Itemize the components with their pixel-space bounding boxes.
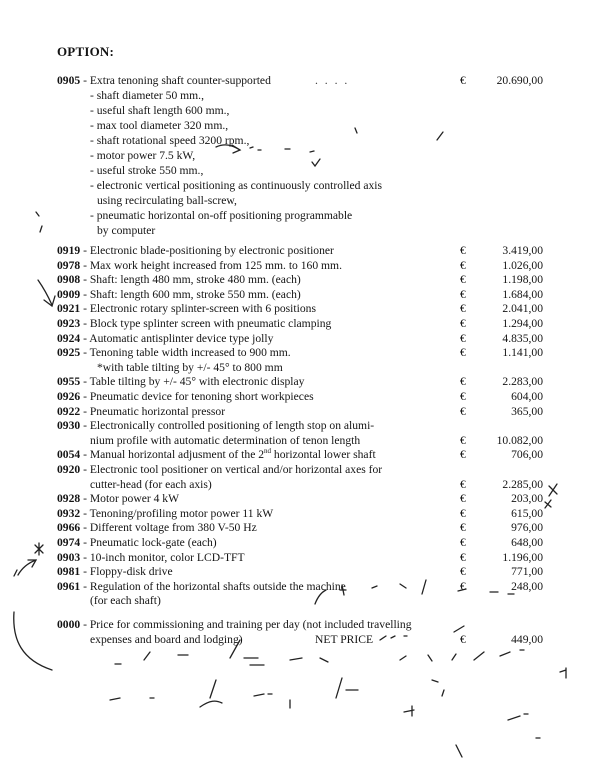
option-item-0928	[57, 491, 179, 506]
item-detail: - shaft rotational speed 3200 rpm.,	[90, 134, 250, 147]
item-code: 0000	[57, 618, 81, 631]
currency-symbol: €	[460, 492, 466, 506]
item-price: 3.419,00	[502, 244, 543, 257]
option-item-0908	[57, 272, 301, 287]
item-detail: using recirculating ball-screw,	[97, 194, 237, 207]
option-item-0905	[57, 73, 271, 88]
item-code: 0981	[57, 565, 81, 579]
item-price: 706,00	[511, 448, 543, 462]
item-description: - Regulation of the horizontal shafts outside the machine	[80, 579, 346, 593]
item-price: 1.196,00	[502, 550, 543, 564]
item-price: 1.198,00	[502, 273, 543, 287]
item-code: 0961	[57, 579, 81, 593]
net-price-label: NET PRICE	[315, 633, 374, 646]
item-price: 365,00	[511, 404, 543, 418]
currency-symbol: €	[460, 404, 466, 418]
item-code: 0955	[57, 375, 81, 389]
option-item-0919	[57, 243, 334, 258]
item-description: - Motor power 4 kW	[80, 492, 180, 506]
item-price: 2.285,00	[502, 477, 543, 491]
item-price: 2.283,00	[502, 375, 543, 389]
option-item-0966	[57, 520, 257, 535]
item-code: 0924	[57, 331, 81, 345]
item-description: - Electronic tool positioner on vertical and/or horizontal axes for	[80, 463, 383, 476]
option-item-0923	[57, 316, 331, 331]
item-continuation: expenses and board and lodging)	[90, 633, 243, 646]
item-code: 0919	[57, 244, 81, 257]
option-item-0925	[57, 345, 291, 360]
currency-symbol: €	[460, 273, 466, 287]
currency-symbol: €	[460, 477, 466, 491]
currency-symbol: €	[460, 536, 466, 549]
item-detail: - pneumatic horizontal on-off positioning programmable	[90, 209, 353, 222]
currency-symbol: €	[460, 433, 466, 447]
item-description: - Extra tenoning shaft counter-supported	[80, 74, 271, 87]
item-description: - Floppy-disk drive	[80, 565, 173, 579]
item-code: 0925	[57, 346, 81, 360]
item-description: - Shaft: length 480 mm, stroke 480 mm. (each)	[80, 273, 301, 287]
item-code: 0905	[57, 74, 81, 87]
item-description: - Block type splinter screen with pneumatic clamping	[80, 317, 332, 330]
item-price: 2.041,00	[502, 302, 543, 316]
item-price: 615,00	[511, 506, 543, 520]
item-code: 0974	[57, 536, 81, 549]
currency-symbol: €	[460, 448, 466, 462]
item-description: - Pneumatic horizontal pressor	[80, 404, 226, 418]
item-detail: - max tool diameter 320 mm.,	[90, 119, 229, 132]
item-code: 0903	[57, 550, 81, 564]
item-description: horizontal lower shaft	[271, 448, 376, 462]
item-code: 0932	[57, 506, 81, 520]
option-item-0926	[57, 389, 314, 404]
item-code: 0054	[57, 448, 81, 462]
item-description: - Shaft: length 600 mm, stroke 550 mm. (each)	[80, 287, 301, 301]
item-detail: - motor power 7.5 kW,	[90, 149, 196, 162]
item-price: 1.294,00	[502, 317, 543, 330]
item-description: - Pneumatic device for tenoning short workpieces	[80, 390, 314, 403]
item-price: 248,00	[511, 579, 543, 593]
item-price: 976,00	[511, 521, 543, 535]
option-item-0000	[57, 617, 412, 632]
item-price: 10.082,00	[496, 433, 543, 447]
item-description: - Electronic blade-positioning by electronic positioner	[80, 244, 334, 257]
option-item-0920	[57, 462, 382, 477]
item-description: - Price for commissioning and training per day (not included travelling	[80, 618, 412, 631]
currency-symbol: €	[460, 565, 466, 579]
currency-symbol: €	[460, 521, 466, 535]
option-heading: OPTION:	[57, 44, 115, 59]
option-item-0981	[57, 564, 173, 579]
item-code: 0909	[57, 287, 81, 301]
item-code: 0908	[57, 273, 81, 287]
currency-symbol: €	[460, 258, 466, 272]
currency-symbol: €	[460, 506, 466, 520]
item-price: 771,00	[511, 565, 543, 579]
option-item-0955	[57, 374, 304, 389]
item-description: - Table tilting by +/- 45° with electronic display	[80, 375, 305, 389]
item-price: 604,00	[511, 390, 543, 403]
currency-symbol: €	[460, 244, 466, 257]
currency-symbol: €	[460, 550, 466, 564]
item-price: 449,00	[511, 633, 543, 646]
item-description: - Different voltage from 380 V-50 Hz	[80, 521, 257, 535]
currency-symbol: €	[460, 579, 466, 593]
option-item-0974	[57, 535, 217, 550]
item-description: - Electronically controlled positioning of length stop on alumi-	[80, 419, 375, 433]
option-item-0922	[57, 404, 225, 419]
option-item-0930	[57, 418, 374, 433]
superscript: nd	[264, 447, 272, 456]
item-continuation: cutter-head (for each axis)	[90, 477, 212, 491]
item-code: 0930	[57, 419, 81, 433]
currency-symbol: €	[460, 302, 466, 316]
item-price: 20.690,00	[496, 74, 543, 87]
currency-symbol: €	[460, 287, 466, 301]
item-code: 0922	[57, 404, 81, 418]
currency-symbol: €	[460, 317, 466, 330]
item-description: - Max work height increased from 125 mm. to 160 mm.	[80, 258, 342, 272]
option-item-0932	[57, 506, 273, 521]
option-item-0978	[57, 258, 342, 273]
currency-symbol: €	[460, 74, 466, 87]
option-item-0924	[57, 331, 273, 346]
option-item-0921	[57, 301, 316, 316]
item-price: 4.835,00	[502, 331, 543, 345]
item-price: 1.141,00	[502, 346, 543, 360]
item-code: 0966	[57, 521, 81, 535]
option-item-0903	[57, 550, 245, 565]
item-code: 0928	[57, 492, 81, 506]
item-description: - Tenoning/profiling motor power 11 kW	[80, 506, 274, 520]
item-description: - Electronic rotary splinter-screen with 6 positions	[80, 302, 316, 316]
item-detail: - electronic vertical positioning as continuously controlled axis	[90, 179, 383, 192]
item-code: 0921	[57, 302, 81, 316]
option-item-0054	[57, 447, 376, 462]
item-code: 0926	[57, 390, 81, 403]
item-description: - Tenoning table width increased to 900 mm.	[80, 346, 291, 360]
item-description: - Manual horizontal adjusment of the 2	[80, 448, 265, 462]
item-price: 203,00	[511, 492, 543, 506]
item-description: - Pneumatic lock-gate (each)	[80, 536, 217, 549]
item-price: 1.684,00	[502, 287, 543, 301]
item-code: 0923	[57, 317, 81, 330]
option-item-0961	[57, 579, 346, 594]
currency-symbol: €	[460, 346, 466, 360]
item-detail: - useful stroke 550 mm.,	[90, 164, 204, 177]
dot-leader: . . . .	[315, 74, 350, 87]
item-code: 0978	[57, 258, 81, 272]
item-detail: - useful shaft length 600 mm.,	[90, 104, 230, 117]
item-code: 0920	[57, 463, 81, 476]
currency-symbol: €	[460, 390, 466, 403]
currency-symbol: €	[460, 331, 466, 345]
item-price: 1.026,00	[502, 258, 543, 272]
item-continuation: nium profile with automatic determination of tenon length	[90, 433, 361, 447]
item-detail: by computer	[97, 224, 156, 237]
item-continuation: (for each shaft)	[90, 594, 161, 608]
currency-symbol: €	[460, 375, 466, 389]
option-item-0909	[57, 287, 301, 302]
item-continuation: *with table tilting by +/- 45° to 800 mm	[97, 360, 283, 374]
item-description: - 10-inch monitor, color LCD-TFT	[80, 550, 245, 564]
currency-symbol: €	[460, 633, 466, 646]
item-detail: - shaft diameter 50 mm.,	[90, 89, 204, 102]
item-description: - Automatic antisplinter device type jolly	[80, 331, 274, 345]
item-price: 648,00	[511, 536, 543, 549]
